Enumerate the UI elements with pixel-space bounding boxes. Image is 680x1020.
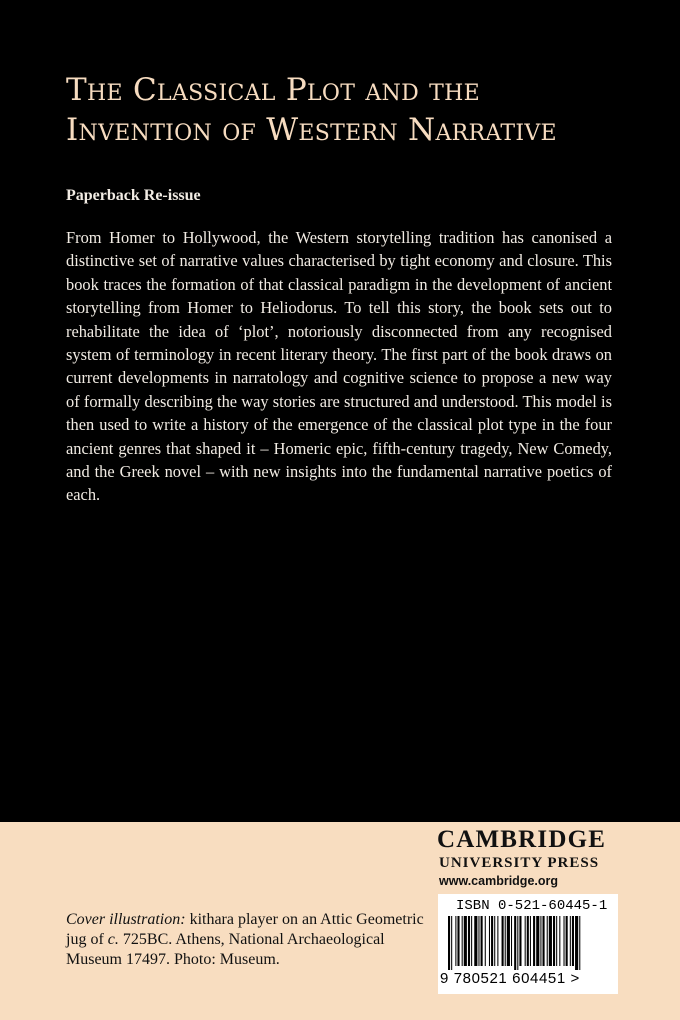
barcode-bar <box>527 916 529 966</box>
barcode-bar <box>448 916 450 970</box>
barcode-bar <box>451 916 452 970</box>
barcode-bar <box>481 916 483 966</box>
barcode-bar <box>462 916 463 966</box>
barcode-bar <box>572 916 574 966</box>
barcode-bar <box>540 916 541 966</box>
cover-illustration-caption <box>66 910 426 970</box>
publisher-press: UNIVERSITY PRESS <box>439 855 600 871</box>
isbn-barcode <box>438 894 618 994</box>
barcode-bar <box>570 916 571 966</box>
publisher-logo <box>437 826 617 890</box>
barcode-bars <box>444 916 612 970</box>
barcode-bar <box>543 916 545 966</box>
barcode-bar <box>455 916 456 966</box>
blurb-text: From Homer to Hollywood, the Western storytelling tradition has canonised a distinctive set of narrative values characterised by tight economy and closure. This book traces the formation of that classical paradigm in the development of ancient storytelling from Homer to Heliodorus. To tell this story, the book sets out to rehabilitate the idea of ‘plot’, notoriously disconnected from any recognised system of terminology in recent literary theory. The first part of the book draws on current developments in narratology and cognitive science to propose a new way of formally describing the way stories are structured and understood. This model is then used to write a history of the emergence of the classical plot type in the four ancient genres that shaped it – Homeric epic, fifth-century tragedy, New Comedy, and the Greek novel – with new insights into the fundamental narrative poetics of each. <box>66 228 612 505</box>
barcode-bar <box>559 916 560 966</box>
barcode-digits: 9 780521 604451 > <box>440 970 580 987</box>
barcode-bar <box>464 916 467 966</box>
barcode-bar <box>491 916 493 966</box>
barcode-bar <box>530 916 531 966</box>
barcode-bar <box>485 916 486 966</box>
barcode-bar <box>556 916 557 966</box>
edition-label: Paperback Re-issue <box>66 187 201 204</box>
barcode-bar <box>564 916 565 966</box>
barcode-bar <box>514 916 516 970</box>
barcode-bar <box>575 916 578 970</box>
barcode-bar <box>494 916 495 966</box>
barcode-bar <box>502 916 504 966</box>
isbn-label: ISBN 0-521-60445-1 <box>456 898 608 914</box>
barcode-bar <box>505 916 506 966</box>
book-title-line-1: The Classical Plot and the <box>66 72 481 108</box>
barcode-bar <box>489 916 490 966</box>
barcode-bar <box>519 916 521 966</box>
barcode-bar <box>525 916 526 966</box>
barcode-bar <box>478 916 479 966</box>
barcode-bar <box>533 916 535 966</box>
book-title-line-2: Invention of Western Narrative <box>66 112 557 148</box>
barcode-bar <box>497 916 498 966</box>
caption-text-a: kithara player on an Attic Geometric jug of <box>66 911 424 948</box>
book-title <box>66 70 646 150</box>
publisher-url: www.cambridge.org <box>439 874 559 888</box>
barcode-bar <box>549 916 552 966</box>
barcode-bar <box>471 916 472 966</box>
barcode-bar <box>511 916 512 966</box>
barcode-bar <box>517 916 518 970</box>
barcode-bar <box>507 916 510 966</box>
barcode-bar <box>579 916 580 970</box>
caption-circa: c. <box>107 931 119 948</box>
barcode-bar <box>566 916 568 966</box>
barcode-bar <box>457 916 459 966</box>
caption-lead: Cover illustration: <box>66 911 186 928</box>
barcode-bar <box>468 916 470 966</box>
barcode-bar <box>547 916 548 966</box>
barcode-bar <box>553 916 555 966</box>
caption-text-b: 725BC. Athens, National Archaeological Museum 17497. Photo: Museum. <box>66 931 385 968</box>
publisher-name: CAMBRIDGE <box>437 826 607 853</box>
barcode-bar <box>474 916 477 966</box>
barcode-bar <box>536 916 539 966</box>
